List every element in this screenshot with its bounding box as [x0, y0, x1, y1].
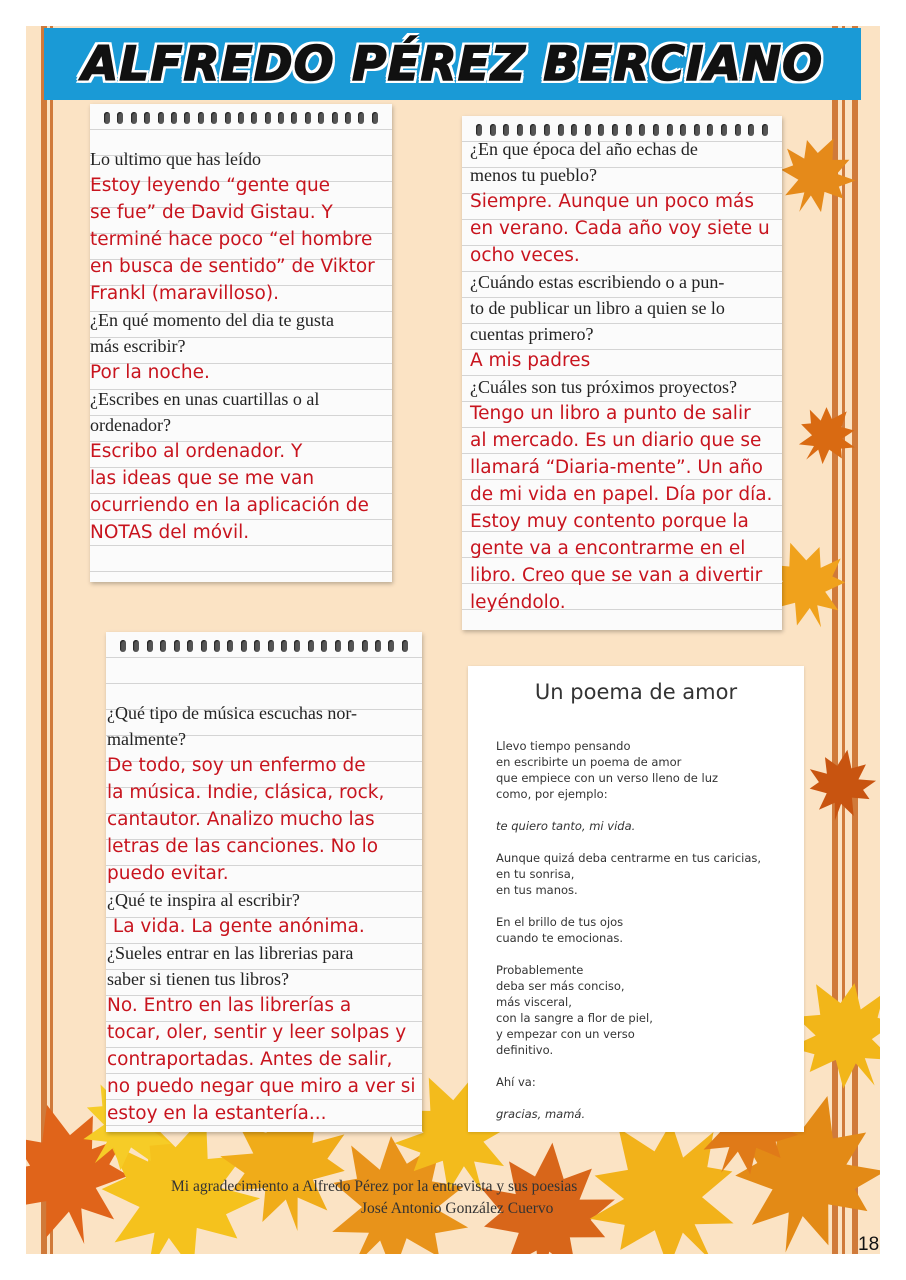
- acknowledgement-text: Mi agradecimiento a Alfredo Pérez por la entrevista y sus poesias: [171, 1178, 578, 1195]
- spiral-rings: [120, 640, 408, 654]
- poem-stanza: En el brillo de tus ojos cuando te emocionas.: [496, 915, 624, 945]
- question-text: ¿En que época del año echas de menos tu pueblo?: [470, 139, 698, 185]
- answer-text: Siempre. Aunque un poco más en verano. Cada año voy siete u ocho veces.: [470, 191, 770, 266]
- answer-text: De todo, soy un enfermo de la música. Indie, clásica, rock, cantautor. Analizo mucho las letras de las canciones. No lo puedo evitar.: [107, 755, 385, 884]
- answer-text: Escribo al ordenador. Y las ideas que se me van ocurriendo en la aplicación de NOTAS del móvil.: [90, 441, 369, 543]
- poem-body: [496, 738, 796, 1138]
- page-number: 18: [858, 1234, 880, 1255]
- poem-card: [468, 666, 804, 1132]
- question-text: ¿Sueles entrar en las librerias para saber si tienen tus libros?: [107, 943, 354, 989]
- answer-text: Estoy leyendo “gente que se fue” de David Gistau. Y terminé hace poco “el hombre en busca de sentido” de Viktor Frankl (maravilloso).: [90, 175, 375, 304]
- spiral-rings: [104, 112, 378, 126]
- interview-block-1: [90, 146, 400, 546]
- question-text: Lo ultimo que has leído: [90, 149, 261, 169]
- question-text: ¿Qué tipo de música escuchas nor- malmente?: [107, 703, 358, 749]
- question-text: ¿Cuáles son tus próximos proyectos?: [470, 377, 737, 397]
- interview-block-2: [470, 136, 790, 616]
- poem-stanza: Ahí va:: [496, 1075, 536, 1089]
- title-bar: [44, 28, 861, 100]
- poem-stanza: Probablemente deba ser más conciso, más visceral, con la sangre a flor de piel, y empezar con un verso definitivo.: [496, 963, 653, 1057]
- answer-text: Por la noche.: [90, 362, 210, 383]
- author-name: José Antonio González Cuervo: [361, 1200, 554, 1217]
- poem-stanza: gracias, mamá.: [496, 1107, 586, 1121]
- poem-stanza: te quiero tanto, mi vida.: [496, 819, 636, 833]
- question-text: ¿Cuándo estas escribiendo o a pun- to de publicar un libro a quien se lo cuentas primero?: [470, 272, 725, 344]
- page-title: ALFREDO PÉREZ BERCIANO: [81, 36, 824, 92]
- question-text: ¿Escribes en unas cuartillas o al ordenador?: [90, 389, 320, 435]
- interview-block-3: [107, 700, 429, 1127]
- question-text: ¿En qué momento del dia te gusta más escribir?: [90, 310, 334, 356]
- question-text: ¿Qué te inspira al escribir?: [107, 890, 300, 910]
- answer-text: A mis padres: [470, 350, 591, 371]
- poem-stanza: Aunque quizá deba centrarme en tus caricias, en tu sonrisa, en tus manos.: [496, 851, 762, 897]
- poem-title: Un poema de amor: [534, 680, 738, 704]
- answer-text: Tengo un libro a punto de salir al mercado. Es un diario que se llamará “Diaria-mente”. Un año de mi vida en papel. Día por día. Estoy muy contento porque la gente va a encontrarme en el libro. Creo que se van a divertir leyéndolo.: [470, 403, 773, 613]
- poem-stanza: Llevo tiempo pensando en escribirte un poema de amor que empiece con un verso lleno de luz como, por ejemplo:: [496, 739, 719, 801]
- answer-text: La vida. La gente anónima.: [107, 916, 365, 937]
- answer-text: No. Entro en las librerías a tocar, oler, sentir y leer solpas y contraportadas. Antes de salir, no puedo negar que miro a ver si estoy en la estantería...: [107, 995, 416, 1124]
